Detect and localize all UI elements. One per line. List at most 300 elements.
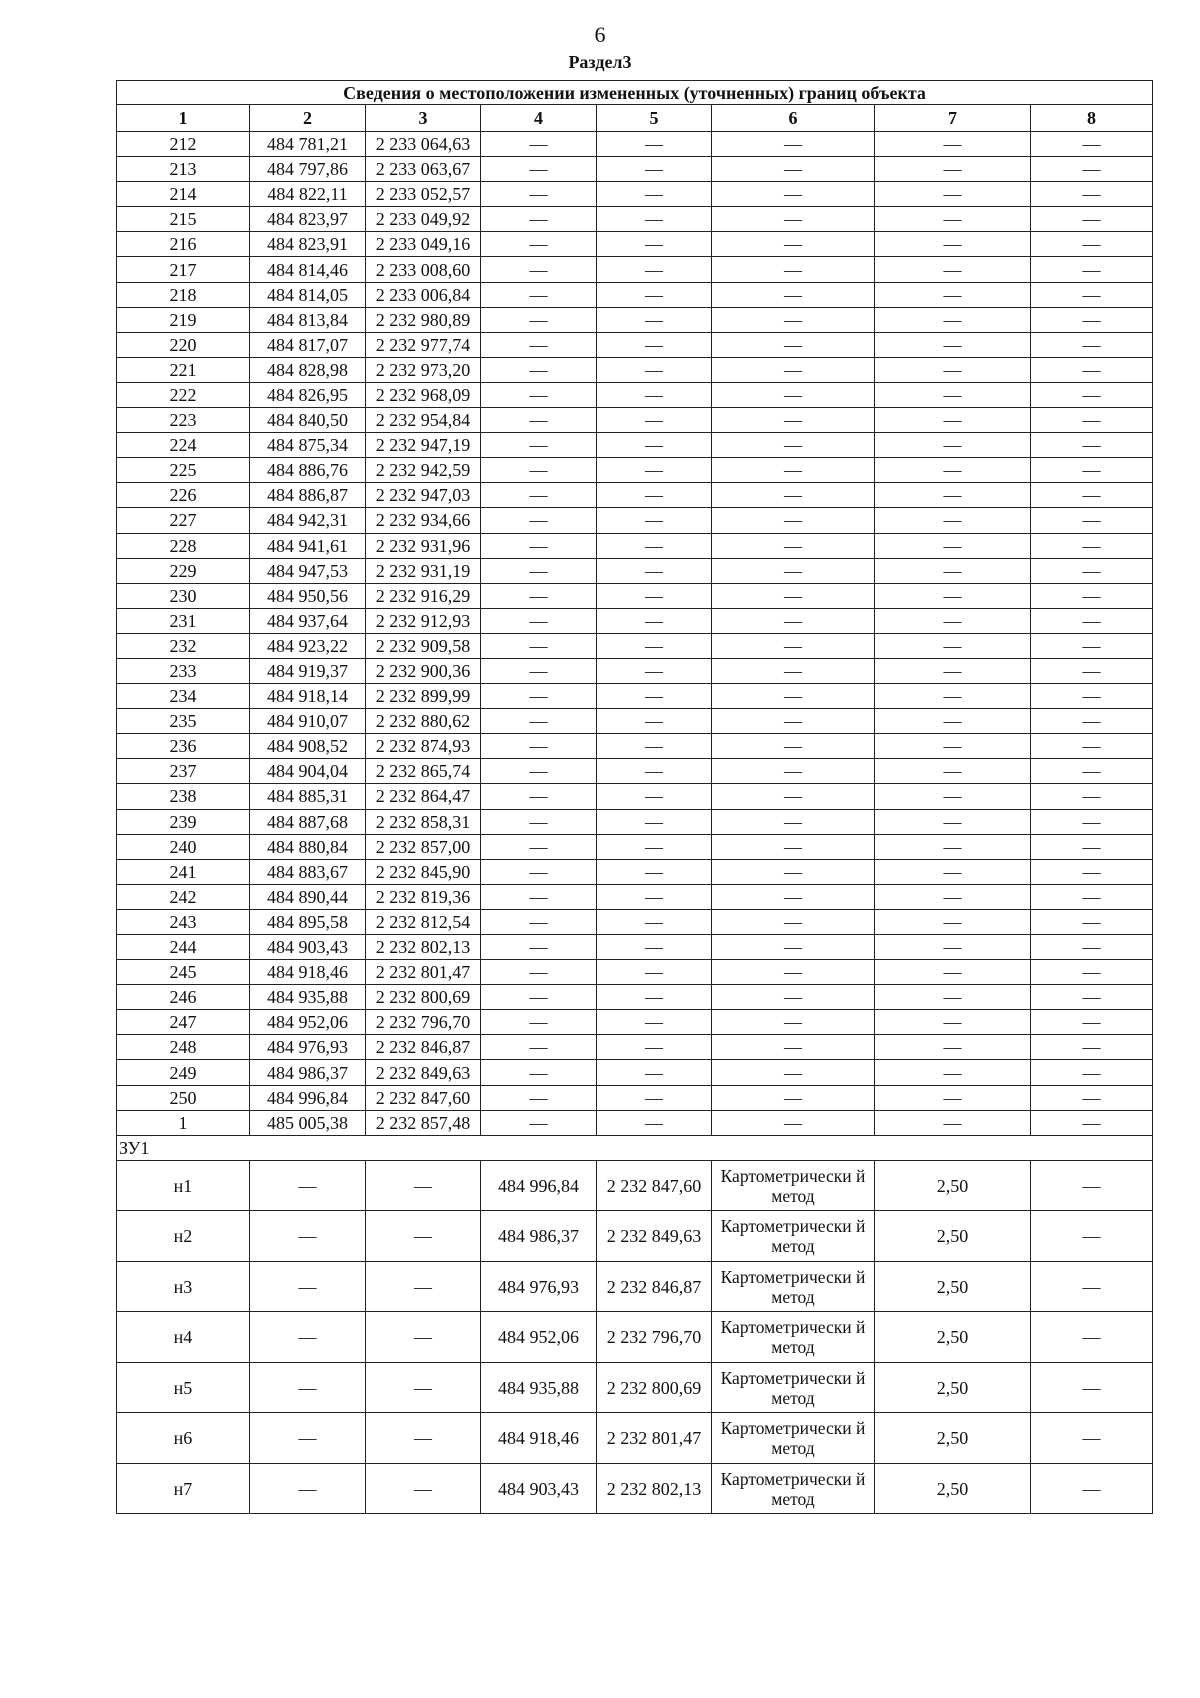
table-cell: 484 887,68: [250, 809, 366, 834]
table-cell: 484 826,95: [250, 382, 366, 407]
table-cell: —: [1031, 1413, 1153, 1464]
table-cell: 1: [117, 1110, 250, 1135]
table-cell: —: [875, 433, 1031, 458]
table-cell: —: [597, 182, 712, 207]
table-cell: —: [597, 583, 712, 608]
table-cell: 2,50: [875, 1413, 1031, 1464]
table-cell: —: [875, 759, 1031, 784]
table-row: [117, 1312, 1153, 1363]
table-cell: —: [712, 282, 875, 307]
table-cell: 484 885,31: [250, 784, 366, 809]
table-row: [117, 1085, 1153, 1110]
table-cell: 2 232 812,54: [366, 909, 481, 934]
table-cell: 2 232 800,69: [366, 985, 481, 1010]
table-cell: 2 232 847,60: [597, 1160, 712, 1211]
table-cell: —: [1031, 709, 1153, 734]
table-cell: —: [875, 533, 1031, 558]
table-row: [117, 935, 1153, 960]
table-cell: —: [875, 884, 1031, 909]
table-cell: 228: [117, 533, 250, 558]
table-cell: —: [1031, 935, 1153, 960]
table-row: [117, 1362, 1153, 1413]
table-cell: —: [597, 207, 712, 232]
table-cell: —: [1031, 408, 1153, 433]
table-cell: —: [1031, 307, 1153, 332]
table-cell: —: [481, 784, 597, 809]
table-cell: 2 232 900,36: [366, 658, 481, 683]
table-cell: —: [481, 282, 597, 307]
table-cell: —: [597, 985, 712, 1010]
table-cell: 217: [117, 257, 250, 282]
table-cell: —: [597, 132, 712, 157]
table-cell: —: [481, 533, 597, 558]
table-cell: —: [597, 307, 712, 332]
table-cell: 212: [117, 132, 250, 157]
table-cell: 2 232 899,99: [366, 684, 481, 709]
table-cell: 2 233 049,92: [366, 207, 481, 232]
table-cell: —: [875, 458, 1031, 483]
table-cell: —: [481, 684, 597, 709]
table-cell: —: [875, 859, 1031, 884]
method-cell: Картометрически й метод: [712, 1413, 875, 1464]
column-header: 1: [117, 105, 250, 132]
table-cell: —: [1031, 1463, 1153, 1514]
table-cell: —: [366, 1312, 481, 1363]
table-cell: —: [597, 508, 712, 533]
table-cell: —: [875, 985, 1031, 1010]
table-cell: 484 880,84: [250, 834, 366, 859]
table-cell: 230: [117, 583, 250, 608]
table-cell: —: [481, 132, 597, 157]
table-cell: 2 232 819,36: [366, 884, 481, 909]
table-cell: 484 986,37: [481, 1211, 597, 1262]
table-cell: —: [481, 1110, 597, 1135]
table-cell: 235: [117, 709, 250, 734]
table-cell: —: [481, 809, 597, 834]
table-cell: —: [712, 684, 875, 709]
table-cell: —: [875, 508, 1031, 533]
table-cell: 484 937,64: [250, 608, 366, 633]
table-row: [117, 859, 1153, 884]
column-header: 8: [1031, 105, 1153, 132]
table-cell: —: [250, 1463, 366, 1514]
table-cell: 2 232 980,89: [366, 307, 481, 332]
table-cell: —: [597, 633, 712, 658]
table-cell: 242: [117, 884, 250, 909]
table-cell: 484 910,07: [250, 709, 366, 734]
table-cell: 484 823,91: [250, 232, 366, 257]
table-cell: —: [712, 307, 875, 332]
table-cell: —: [712, 935, 875, 960]
table-cell: —: [1031, 357, 1153, 382]
table-cell: 484 935,88: [250, 985, 366, 1010]
table-cell: 2 232 874,93: [366, 734, 481, 759]
table-cell: —: [1031, 759, 1153, 784]
table-cell: 227: [117, 508, 250, 533]
table-cell: 2 232 857,48: [366, 1110, 481, 1135]
table-cell: —: [597, 608, 712, 633]
table-cell: 236: [117, 734, 250, 759]
table-cell: 229: [117, 558, 250, 583]
table-cell: —: [1031, 985, 1153, 1010]
table-cell: —: [712, 734, 875, 759]
table-cell: 484 923,22: [250, 633, 366, 658]
table-cell: —: [712, 1035, 875, 1060]
table-cell: 484 797,86: [250, 157, 366, 182]
table-cell: 2 232 931,96: [366, 533, 481, 558]
table-row: [117, 1413, 1153, 1464]
table-row: [117, 985, 1153, 1010]
table-cell: 484 814,46: [250, 257, 366, 282]
table-row: [117, 307, 1153, 332]
table-cell: 484 890,44: [250, 884, 366, 909]
table-cell: —: [712, 809, 875, 834]
table-cell: 484 813,84: [250, 307, 366, 332]
table-row: [117, 909, 1153, 934]
table-cell: —: [712, 633, 875, 658]
table-cell: —: [712, 985, 875, 1010]
table-cell: —: [1031, 633, 1153, 658]
table-row: [117, 508, 1153, 533]
table-cell: —: [1031, 909, 1153, 934]
table-cell: —: [875, 1035, 1031, 1060]
table-row: [117, 759, 1153, 784]
table-cell: 484 886,87: [250, 483, 366, 508]
table-row: [117, 583, 1153, 608]
table-cell: —: [481, 1085, 597, 1110]
table-cell: 484 814,05: [250, 282, 366, 307]
table-row: [117, 608, 1153, 633]
table-cell: —: [875, 809, 1031, 834]
table-cell: 222: [117, 382, 250, 407]
table-cell: —: [1031, 483, 1153, 508]
table-cell: —: [875, 709, 1031, 734]
table-cell: —: [712, 784, 875, 809]
table-cell: 219: [117, 307, 250, 332]
table-cell: —: [481, 909, 597, 934]
table-cell: —: [712, 533, 875, 558]
table-row: [117, 1463, 1153, 1514]
table-cell: 484 886,76: [250, 458, 366, 483]
table-cell: н7: [117, 1463, 250, 1514]
table-cell: —: [875, 583, 1031, 608]
table-row: [117, 382, 1153, 407]
table-row: [117, 257, 1153, 282]
table-cell: 224: [117, 433, 250, 458]
table-row: [117, 960, 1153, 985]
table-cell: —: [875, 1010, 1031, 1035]
table-cell: 240: [117, 834, 250, 859]
table-cell: 250: [117, 1085, 250, 1110]
table-cell: 2 232 973,20: [366, 357, 481, 382]
table-cell: —: [1031, 533, 1153, 558]
table-cell: —: [1031, 558, 1153, 583]
method-cell: Картометрически й метод: [712, 1211, 875, 1262]
table-cell: —: [597, 960, 712, 985]
table-cell: —: [875, 608, 1031, 633]
table-cell: 241: [117, 859, 250, 884]
table-cell: —: [481, 307, 597, 332]
table-cell: —: [712, 408, 875, 433]
table-cell: —: [875, 157, 1031, 182]
table-cell: 2,50: [875, 1312, 1031, 1363]
table-cell: —: [597, 809, 712, 834]
table-cell: —: [1031, 232, 1153, 257]
table-cell: 484 895,58: [250, 909, 366, 934]
table-cell: —: [712, 608, 875, 633]
table-cell: —: [597, 408, 712, 433]
table-cell: 223: [117, 408, 250, 433]
table-cell: —: [481, 1060, 597, 1085]
table-cell: —: [875, 332, 1031, 357]
table-cell: 220: [117, 332, 250, 357]
table-cell: 2 233 006,84: [366, 282, 481, 307]
table-cell: —: [597, 834, 712, 859]
table-cell: 2 232 865,74: [366, 759, 481, 784]
table-cell: —: [481, 157, 597, 182]
table-row: [117, 809, 1153, 834]
table-cell: —: [481, 633, 597, 658]
table-cell: 484 918,46: [250, 960, 366, 985]
table-row: [117, 1211, 1153, 1262]
table-cell: 2 232 796,70: [366, 1010, 481, 1035]
table-cell: —: [1031, 784, 1153, 809]
table-cell: —: [712, 332, 875, 357]
table-cell: —: [597, 859, 712, 884]
table-cell: —: [597, 157, 712, 182]
table-cell: —: [712, 382, 875, 407]
table-cell: 244: [117, 935, 250, 960]
table-cell: —: [875, 182, 1031, 207]
table-cell: —: [481, 658, 597, 683]
table-row: [117, 633, 1153, 658]
table-cell: —: [1031, 734, 1153, 759]
table-cell: —: [712, 1110, 875, 1135]
table-cell: 247: [117, 1010, 250, 1035]
table-cell: 246: [117, 985, 250, 1010]
table-cell: —: [875, 232, 1031, 257]
table-cell: —: [1031, 508, 1153, 533]
table-cell: —: [1031, 207, 1153, 232]
table-cell: —: [250, 1261, 366, 1312]
table-cell: —: [1031, 859, 1153, 884]
table-cell: 484 986,37: [250, 1060, 366, 1085]
table-cell: —: [875, 909, 1031, 934]
table-cell: 2 232 846,87: [366, 1035, 481, 1060]
table-cell: 484 976,93: [481, 1261, 597, 1312]
table-cell: —: [481, 709, 597, 734]
table-row: [117, 884, 1153, 909]
table-cell: —: [875, 1060, 1031, 1085]
table-cell: —: [1031, 1010, 1153, 1035]
method-cell: Картометрически й метод: [712, 1312, 875, 1363]
table-row: [117, 332, 1153, 357]
table-row: [117, 157, 1153, 182]
table-cell: —: [481, 433, 597, 458]
page-number: 6: [594, 22, 606, 47]
table-cell: 2 232 954,84: [366, 408, 481, 433]
table-cell: —: [875, 558, 1031, 583]
table-cell: н4: [117, 1312, 250, 1363]
method-cell: Картометрически й метод: [712, 1463, 875, 1514]
table-cell: —: [712, 583, 875, 608]
table-row: [117, 1110, 1153, 1135]
table-cell: —: [481, 483, 597, 508]
table-cell: 484 935,88: [481, 1362, 597, 1413]
table-cell: —: [1031, 960, 1153, 985]
table-cell: —: [712, 909, 875, 934]
method-cell: Картометрически й метод: [712, 1362, 875, 1413]
table-cell: —: [597, 433, 712, 458]
table-cell: —: [712, 834, 875, 859]
table-cell: н3: [117, 1261, 250, 1312]
table-cell: —: [1031, 1035, 1153, 1060]
table-cell: 484 823,97: [250, 207, 366, 232]
table-cell: —: [712, 157, 875, 182]
table-cell: 221: [117, 357, 250, 382]
table-cell: —: [481, 182, 597, 207]
table-cell: 484 950,56: [250, 583, 366, 608]
table-cell: —: [597, 1060, 712, 1085]
table-cell: —: [1031, 658, 1153, 683]
table-cell: —: [481, 458, 597, 483]
column-header: 3: [366, 105, 481, 132]
table-cell: 2 233 049,16: [366, 232, 481, 257]
table-header-row: [117, 105, 1153, 132]
table-cell: —: [597, 282, 712, 307]
table-title-row: [117, 81, 1153, 105]
table-cell: —: [481, 608, 597, 633]
table-cell: 239: [117, 809, 250, 834]
column-header: 4: [481, 105, 597, 132]
table-cell: —: [712, 132, 875, 157]
table-cell: н1: [117, 1160, 250, 1211]
table-cell: 2 233 008,60: [366, 257, 481, 282]
table-cell: —: [712, 1010, 875, 1035]
table-cell: —: [597, 909, 712, 934]
table-cell: 484 817,07: [250, 332, 366, 357]
table-cell: 214: [117, 182, 250, 207]
table-cell: 484 996,84: [250, 1085, 366, 1110]
table-row: [117, 408, 1153, 433]
table-cell: —: [481, 985, 597, 1010]
table-cell: —: [366, 1160, 481, 1211]
table-cell: 484 781,21: [250, 132, 366, 157]
table-cell: —: [875, 307, 1031, 332]
table-cell: 2 232 858,31: [366, 809, 481, 834]
table-cell: —: [875, 658, 1031, 683]
table-cell: 2 233 052,57: [366, 182, 481, 207]
table-cell: —: [481, 1035, 597, 1060]
table-cell: 249: [117, 1060, 250, 1085]
table-cell: —: [875, 483, 1031, 508]
table-cell: —: [597, 257, 712, 282]
table-cell: —: [875, 1110, 1031, 1135]
table-cell: —: [875, 357, 1031, 382]
table-cell: —: [481, 935, 597, 960]
table-cell: —: [712, 759, 875, 784]
table-cell: —: [597, 759, 712, 784]
table-cell: —: [712, 458, 875, 483]
table-cell: —: [481, 960, 597, 985]
table-cell: —: [597, 709, 712, 734]
section-title: Раздел3: [568, 52, 632, 72]
table-cell: —: [481, 884, 597, 909]
table-cell: 2 232 796,70: [597, 1312, 712, 1363]
table-cell: —: [597, 1035, 712, 1060]
table-cell: —: [1031, 884, 1153, 909]
table-row: [117, 207, 1153, 232]
table-cell: —: [597, 483, 712, 508]
table-cell: —: [875, 960, 1031, 985]
table-cell: 2 233 063,67: [366, 157, 481, 182]
table-cell: 2,50: [875, 1160, 1031, 1211]
table-cell: 238: [117, 784, 250, 809]
table-cell: 248: [117, 1035, 250, 1060]
table-cell: —: [875, 935, 1031, 960]
table-cell: 484 996,84: [481, 1160, 597, 1211]
table-cell: —: [712, 257, 875, 282]
table-cell: —: [481, 859, 597, 884]
table-cell: —: [597, 232, 712, 257]
table-cell: 2 232 864,47: [366, 784, 481, 809]
table-cell: —: [712, 658, 875, 683]
table-cell: 484 904,04: [250, 759, 366, 784]
table-cell: —: [1031, 1211, 1153, 1262]
table-cell: 2 232 942,59: [366, 458, 481, 483]
table-cell: —: [250, 1362, 366, 1413]
table-cell: —: [481, 834, 597, 859]
table-cell: —: [1031, 684, 1153, 709]
table-cell: 484 947,53: [250, 558, 366, 583]
table-cell: —: [481, 357, 597, 382]
table-cell: 484 976,93: [250, 1035, 366, 1060]
column-header: 5: [597, 105, 712, 132]
table-cell: —: [481, 207, 597, 232]
table-cell: 2 232 880,62: [366, 709, 481, 734]
table-cell: —: [597, 734, 712, 759]
table-cell: 2,50: [875, 1362, 1031, 1413]
table-cell: —: [481, 759, 597, 784]
table-cell: —: [1031, 157, 1153, 182]
table-row: [117, 533, 1153, 558]
table-cell: —: [1031, 834, 1153, 859]
table-cell: 2 232 916,29: [366, 583, 481, 608]
table-cell: —: [481, 558, 597, 583]
table-row: [117, 132, 1153, 157]
table-cell: —: [1031, 1362, 1153, 1413]
table-cell: —: [1031, 458, 1153, 483]
table-row: [117, 1035, 1153, 1060]
table-cell: 2 232 934,66: [366, 508, 481, 533]
table-cell: —: [875, 132, 1031, 157]
table-cell: —: [366, 1211, 481, 1262]
table-cell: 2,50: [875, 1261, 1031, 1312]
table-cell: 218: [117, 282, 250, 307]
table-cell: 484 883,67: [250, 859, 366, 884]
table-cell: н6: [117, 1413, 250, 1464]
table-cell: 225: [117, 458, 250, 483]
table-cell: 2 232 802,13: [597, 1463, 712, 1514]
table-cell: 2 232 845,90: [366, 859, 481, 884]
table-cell: 2 232 947,19: [366, 433, 481, 458]
table-cell: 2 232 849,63: [597, 1211, 712, 1262]
table-cell: 484 840,50: [250, 408, 366, 433]
table-cell: —: [712, 859, 875, 884]
table-cell: 484 828,98: [250, 357, 366, 382]
table-cell: 484 918,14: [250, 684, 366, 709]
table-cell: 2 232 947,03: [366, 483, 481, 508]
